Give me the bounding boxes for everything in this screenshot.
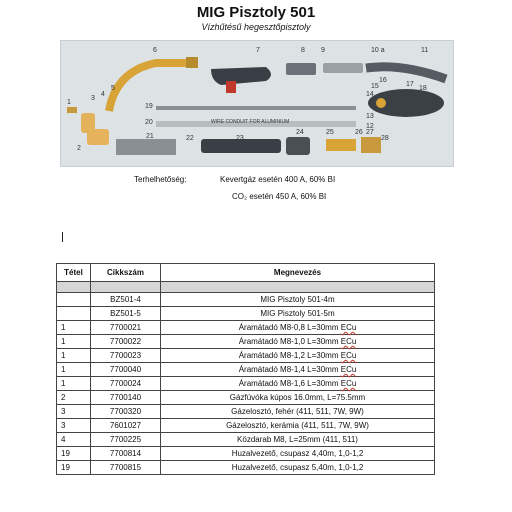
trigger-part [226,81,236,93]
cell-cikkszam: 7700023 [91,349,161,363]
cell-cikkszam: 7700320 [91,405,161,419]
hose-sleeve-part [323,63,363,73]
cable-core-part [376,98,386,108]
table-row [57,363,435,377]
cell-cikkszam: 7700815 [91,461,161,475]
spellcheck-word: ECu [340,365,357,374]
header-cikkszam: Cikkszám [91,264,161,282]
cell-tetel: 4 [57,433,91,447]
cell-cikkszam: BZ501-5 [91,307,161,321]
callout-28: 28 [381,135,389,142]
callout-4: 4 [101,91,105,98]
cell-cikkszam: 7700814 [91,447,161,461]
callout-26: 26 [355,129,363,136]
adapter-part [326,139,356,151]
table-row [57,307,435,321]
central-plug-part [361,137,381,153]
callout-7: 7 [256,47,260,54]
spellcheck-word: ECu [340,351,357,360]
cell-cikkszam: 7700225 [91,433,161,447]
cell-tetel: 1 [57,321,91,335]
header-megnevezes: Megnevezés [161,264,435,282]
callout-12: 12 [366,123,374,130]
handle-part [211,67,271,85]
spellcheck-word: ECu [340,337,357,346]
cell-tetel: 19 [57,447,91,461]
cell-cikkszam: 7700040 [91,363,161,377]
parts-table-body [57,282,435,475]
load-label: Terhelhetőség: [134,175,187,184]
cell-tetel: 1 [57,349,91,363]
torch-drawing [61,41,453,166]
cell-megnevezes: MIG Pisztoly 501-4m [161,293,435,307]
wire-conduit-part [156,106,356,110]
cell-tetel [57,282,91,293]
callout-1: 1 [67,99,71,106]
callout-10a: 10 a [371,47,385,54]
callout-17: 17 [406,81,414,88]
table-row [57,335,435,349]
callout-8: 8 [301,47,305,54]
callout-11: 11 [421,47,429,54]
cell-megnevezes: Gázfúvóka kúpos 16.0mm, L=75.5mm [161,391,435,405]
table-row [57,405,435,419]
text-cursor [62,232,63,242]
parts-table [56,263,435,475]
callout-19: 19 [145,103,153,110]
callout-21: 21 [146,133,154,140]
cell-megnevezes: Áramátadó M8-1,6 L=30mm ECu [161,377,435,391]
table-row [57,321,435,335]
spellcheck-word: ECu [340,379,357,388]
callout-5: 5 [111,85,115,92]
cell-tetel [57,293,91,307]
cell-cikkszam: 7700024 [91,377,161,391]
cell-megnevezes: Áramátadó M8-0,8 L=30mm ECu [161,321,435,335]
cell-megnevezes: Gázelosztó, fehér (411, 511, 7W, 9W) [161,405,435,419]
table-row [57,293,435,307]
page-title: MIG Pisztoly 501 [196,4,316,21]
cell-cikkszam: BZ501-4 [91,293,161,307]
cell-megnevezes: Gázelosztó, kerámia (411, 511, 7W, 9W) [161,419,435,433]
cell-cikkszam [91,282,161,293]
callout-27: 27 [366,129,374,136]
cell-tetel [57,307,91,321]
table-row [57,433,435,447]
load-co2: CO₂ esetén 450 A, 60% BI [232,192,327,201]
table-row [57,349,435,363]
table-header-row [57,264,435,282]
cell-megnevezes: Közdarab M8, L=25mm (411, 511) [161,433,435,447]
cell-tetel: 19 [57,461,91,475]
callout-15: 15 [371,83,379,90]
spellcheck-word: ECu [340,323,357,332]
cell-cikkszam: 7700021 [91,321,161,335]
ball-joint-part [286,137,310,155]
cell-cikkszam: 7700022 [91,335,161,349]
callout-9: 9 [321,47,325,54]
table-row [57,461,435,475]
callout-16: 16 [379,77,387,84]
callout-20: 20 [145,119,153,126]
table-row [57,447,435,461]
callout-25: 25 [326,129,334,136]
callout-23: 23 [236,135,244,142]
cell-tetel: 2 [57,391,91,405]
cell-tetel: 3 [57,419,91,433]
cell-tetel: 1 [57,377,91,391]
exploded-diagram [60,40,454,167]
callout-14: 14 [366,91,374,98]
cell-megnevezes: Huzalvezető, csupasz 5,40m, 1,0-1,2 [161,461,435,475]
rear-connector-part [286,63,316,75]
cable-assembly-part [366,67,446,79]
cell-tetel: 3 [57,405,91,419]
gas-diffuser-part [87,129,109,145]
table-row [57,377,435,391]
cell-megnevezes [161,282,435,293]
callout-18: 18 [419,85,427,92]
callout-2: 2 [77,145,81,152]
conduit-label: WIRE CONDUIT FOR ALUMINIUM [211,119,290,125]
cell-tetel: 1 [57,335,91,349]
header-tetel: Tétel [57,264,91,282]
cell-cikkszam: 7601027 [91,419,161,433]
cell-megnevezes: MIG Pisztoly 501-5m [161,307,435,321]
cell-tetel: 1 [57,363,91,377]
callout-6: 6 [153,47,157,54]
load-mixed-gas: Kevertgáz esetén 400 A, 60% BI [220,175,336,184]
cell-megnevezes: Áramátadó M8-1,0 L=30mm ECu [161,335,435,349]
cell-megnevezes: Huzalvezető, csupasz 4,40m, 1,0-1,2 [161,447,435,461]
cell-megnevezes: Áramátadó M8-1,4 L=30mm ECu [161,363,435,377]
callout-3: 3 [91,95,95,102]
callout-24: 24 [296,129,304,136]
contact-tip-part [67,107,77,113]
cell-cikkszam: 7700140 [91,391,161,405]
callout-13: 13 [366,113,374,120]
cell-megnevezes: Áramátadó M8-1,2 L=30mm ECu [161,349,435,363]
table-row [57,282,435,293]
table-row [57,419,435,433]
page-subtitle: Vízhűtésű hegesztőpisztoly [201,22,311,32]
spring-part [116,139,176,155]
callout-22: 22 [186,135,194,142]
neck-nut-part [186,57,198,68]
table-row [57,391,435,405]
